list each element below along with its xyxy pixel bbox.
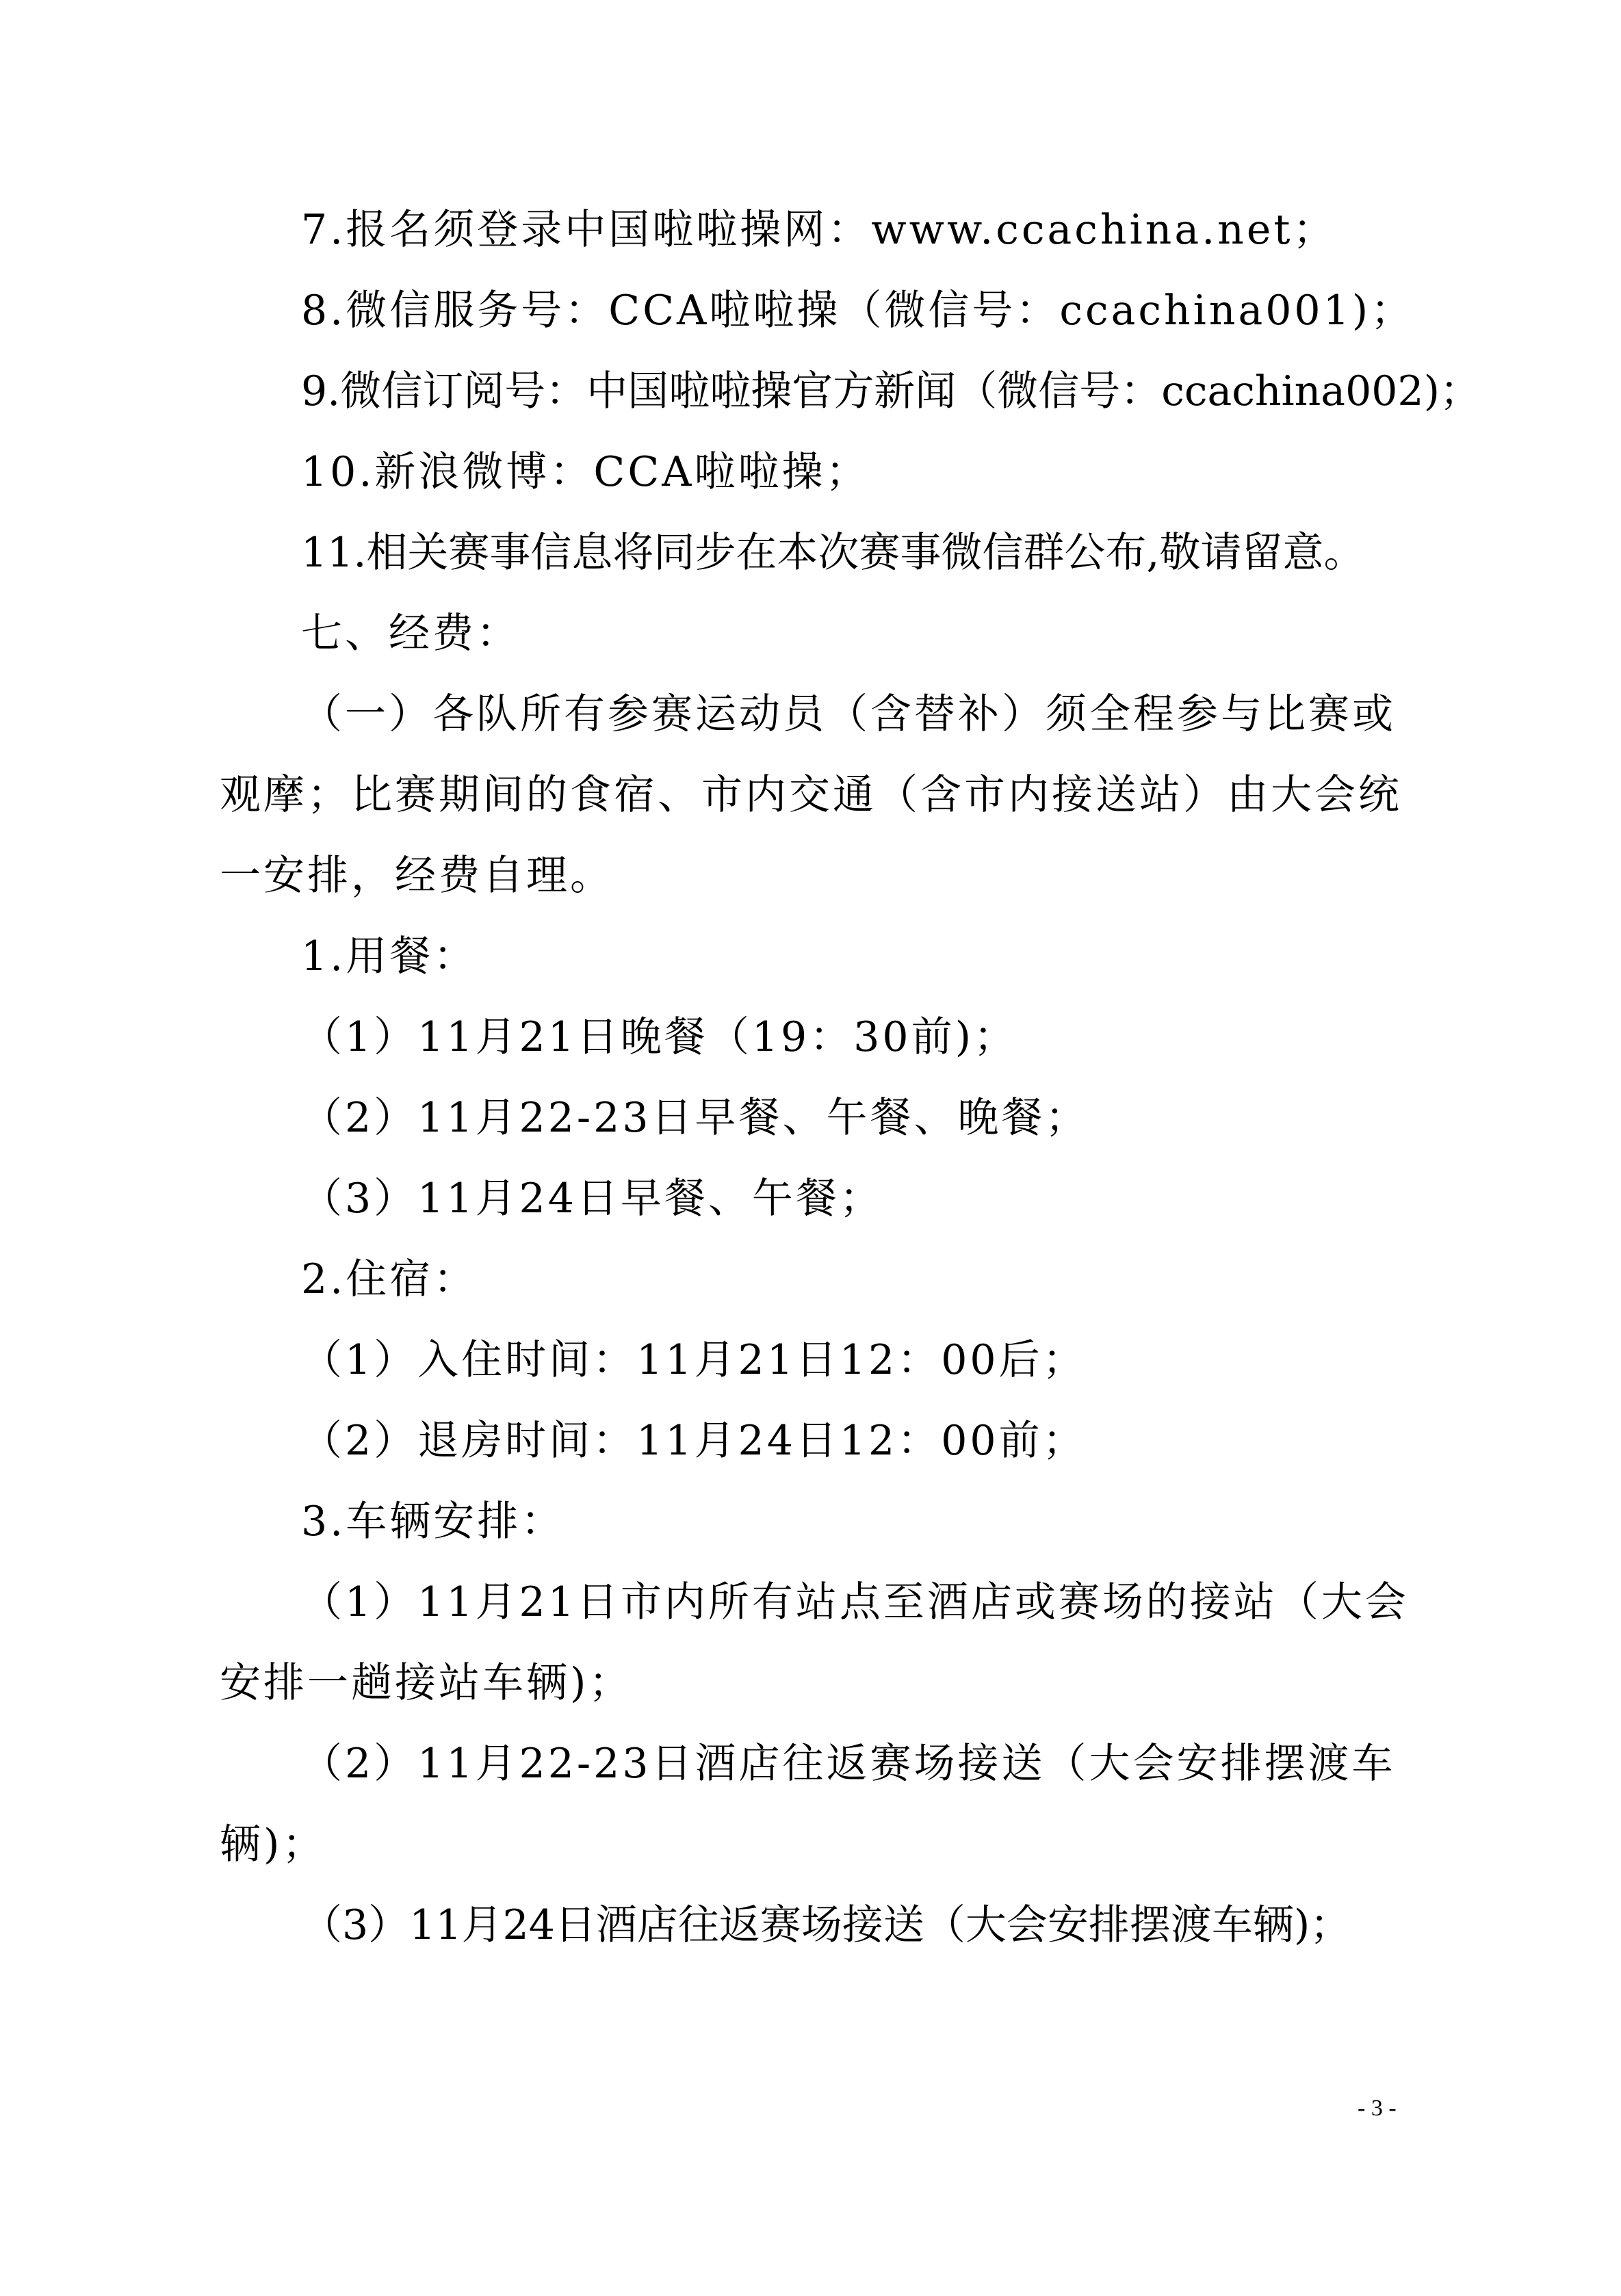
item-8-wechat-service-account: 8.微信服务号：CCA啦啦操（微信号：ccachina001)； [301,287,1415,335]
vehicle-item-3: （3）11月24日酒店往返赛场接送（大会安排摆渡车辆)； [301,1901,1351,1949]
item-10-sina-weibo: 10.新浪微博：CCA啦啦操； [301,448,870,496]
item-11-event-info-notice: 11.相关赛事信息将同步在本次赛事微信群公布,敬请留意。 [301,529,1365,577]
vehicle-item-2-line-1: （2）11月22-23日酒店往返赛场接送（大会安排摆渡车 [301,1740,1396,1788]
subheading-accommodation: 2.住宿： [301,1255,478,1303]
subheading-vehicle-arrangements: 3.车辆安排： [301,1498,565,1545]
item-9-wechat-subscription-account: 9.微信订阅号：中国啦啦操官方新闻（微信号：ccachina002)； [301,367,1481,415]
paragraph-1-line-2: 观摩；比赛期间的食宿、市内交通（含市内接送站）由大会统 [220,771,1402,819]
meals-item-1: （1）11月21日晚餐（19：30前)； [301,1013,1017,1061]
accommodation-check-out: （2）退房时间：11月24日12：00前； [301,1417,1087,1465]
item-7-registration-website: 7.报名须登录中国啦啦操网：www.ccachina.net； [301,206,1337,254]
vehicle-item-1-line-1: （1）11月21日市内所有站点至酒店或赛场的接站（大会 [301,1578,1409,1626]
subheading-meals: 1.用餐： [301,932,478,980]
paragraph-1-line-3: 一安排，经费自理。 [220,852,614,900]
meals-item-2: （2）11月22-23日早餐、午餐、晚餐； [301,1094,1089,1142]
paragraph-1-line-1: （一）各队所有参赛运动员（含替补）须全程参与比赛或 [301,690,1396,738]
accommodation-check-in: （1）入住时间：11月21日12：00后； [301,1336,1087,1384]
vehicle-item-1-line-2: 安排一趟接站车辆)； [220,1659,633,1707]
page-number: - 3 - [1358,2096,1397,2121]
meals-item-3: （3）11月24日早餐、午餐； [301,1175,883,1223]
vehicle-item-2-line-2: 辆)； [220,1821,326,1868]
section-7-heading-expenses: 七、经费： [301,610,520,657]
